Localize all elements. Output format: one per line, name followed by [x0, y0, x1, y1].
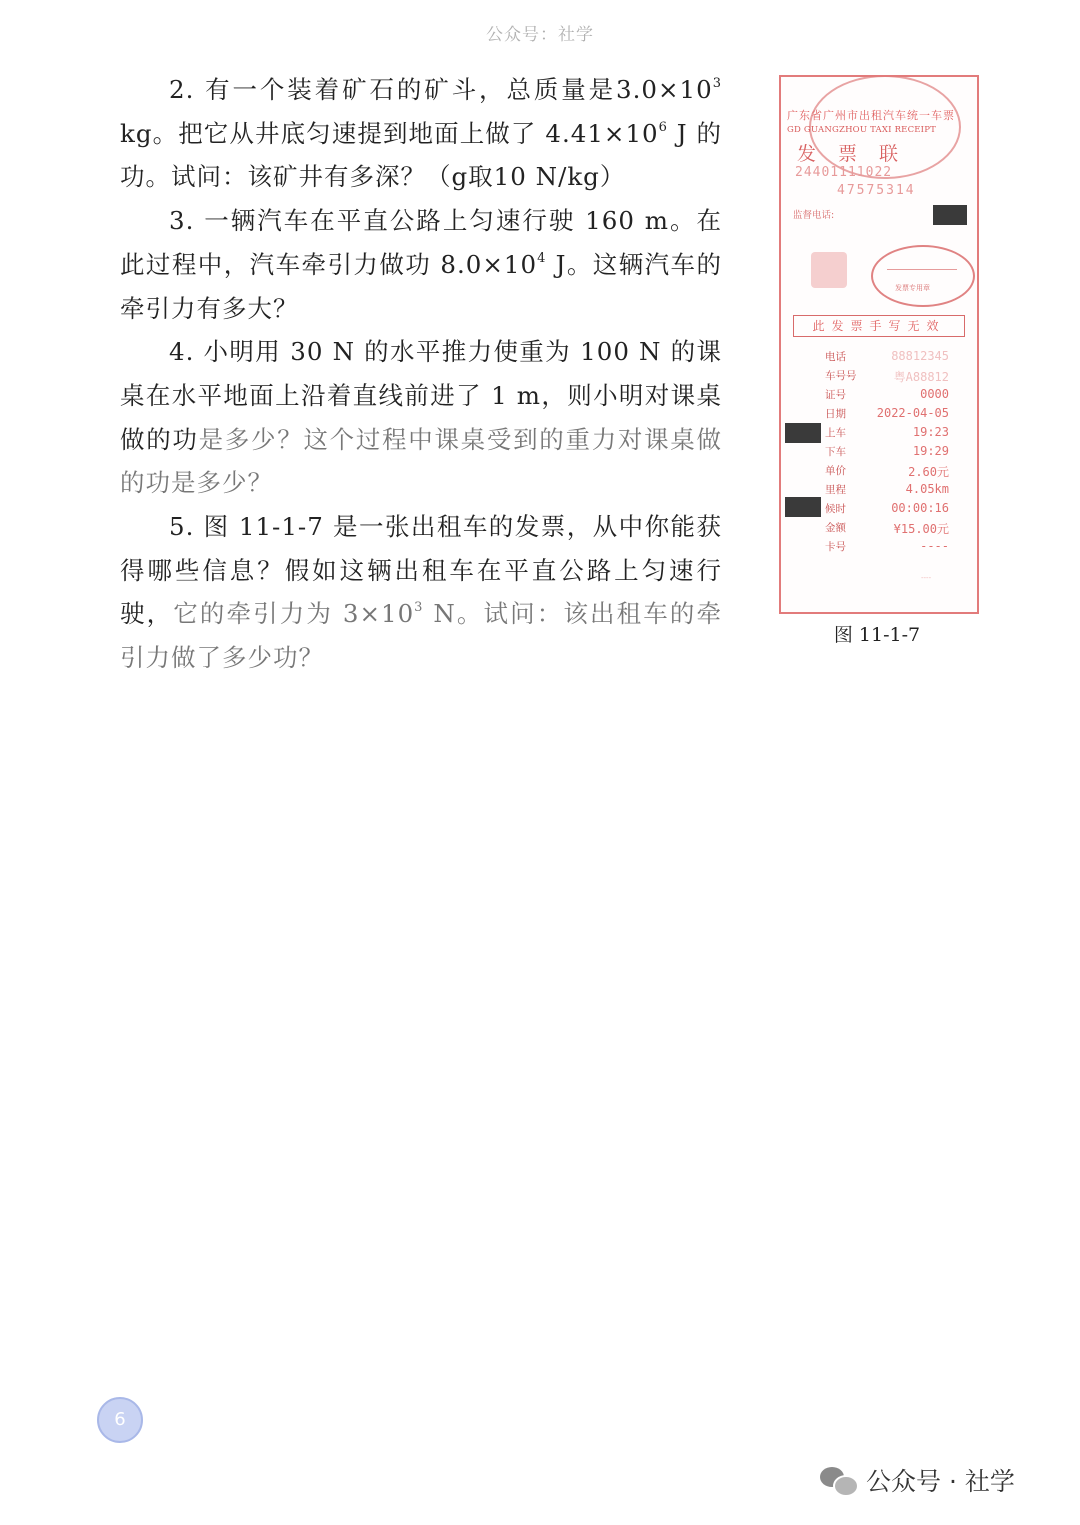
receipt-row-value: 19:29 [912, 444, 949, 458]
receipt-row-label: 里程 [825, 484, 846, 496]
taxi-receipt-figure [779, 75, 979, 614]
receipt-row-value: 19:23 [912, 425, 949, 439]
receipt-row-label: 金额 [825, 522, 846, 534]
receipt-row-value: 00:00:16 [891, 501, 949, 515]
receipt-row-value: ¥15.00元 [893, 522, 949, 536]
wechat-icon [820, 1465, 858, 1495]
question-4: 4. 小明用 30 N 的水平推力使重为 100 N 的课桌在水平地面上沿着直线前进了 1 m，则小明对课桌做的功是多少？这个过程中课桌受到的重力对课桌做的功是多少？ [120, 337, 723, 498]
receipt-row-value: 4.05km [905, 482, 949, 496]
receipt-notice: 此发票手写无效 [793, 315, 965, 337]
receipt-row [825, 385, 949, 404]
receipt-row-label: 卡号 [825, 541, 846, 553]
receipt-row-label: 电话 [825, 351, 846, 363]
redaction-block [933, 205, 967, 225]
receipt-row-value: 88812345 [891, 349, 949, 363]
receipt-row [825, 366, 949, 385]
receipt-row [825, 404, 949, 423]
receipt-row-label: 证号 [825, 389, 846, 401]
receipt-row-value: 粤A88812 [893, 370, 949, 384]
question-5: 5. 图 11-1-7 是一张出租车的发票，从中你能获得哪些信息？假如这辆出租车在平直公路上匀速行驶，它的牵引力为 $3\times 10^3$ N。试问：该出租车的牵引力做了多少功？ [120, 512, 723, 673]
question-2: 2. 有一个装着矿石的矿斗，总质量是$3.0\times 10^3$ kg。把它从井底匀速提到地面上做了 $4.41\times 10^6$ J 的功。试问：该矿井有多深？（g取10 N/kg） [120, 75, 722, 192]
receipt-row [825, 518, 949, 537]
receipt-row [825, 347, 949, 366]
receipt-serial-2: 47575314 [837, 183, 916, 198]
receipt-row-value: 0000 [920, 387, 949, 401]
receipt-row [825, 499, 949, 518]
receipt-row-label: 候时 [825, 503, 846, 515]
question-list [120, 68, 722, 680]
bottom-watermark [820, 1460, 1015, 1500]
invoice-stamp: 发票专用章 [871, 245, 975, 307]
receipt-serial-1: 24401111022 [795, 165, 893, 180]
receipt-rows [825, 347, 949, 556]
square-seal [811, 252, 847, 288]
redaction-block [785, 423, 821, 443]
receipt-hotline-label: 监督电话: [793, 210, 835, 221]
receipt-row-label: 车号号 [825, 370, 857, 382]
receipt-row-label: 上车 [825, 427, 846, 439]
receipt-row [825, 442, 949, 461]
receipt-row [825, 423, 949, 442]
receipt-row-label: 下车 [825, 446, 846, 458]
bottom-watermark-text: 公众号 · 社学 [866, 1467, 1015, 1496]
question-3: 3. 一辆汽车在平直公路上匀速行驶 160 m。在此过程中，汽车牵引力做功 $8.0\times 10^4$ J。这辆汽车的牵引力有多大？ [120, 206, 722, 323]
receipt-row-value: 2.60元 [908, 465, 949, 479]
receipt-row [825, 461, 949, 480]
receipt-header-en: GD GUANGZHOU TAXI RECEIPT [787, 125, 937, 135]
page-number-badge: 6 [97, 1397, 143, 1443]
receipt-title: 发票联 [797, 143, 921, 165]
receipt-row-value: ---- [920, 539, 949, 553]
redaction-block [785, 497, 821, 517]
receipt-header: 广东省广州市出租汽车统一车票 [787, 109, 955, 122]
receipt-row [825, 480, 949, 499]
top-watermark: 公众号：社学 [486, 25, 594, 45]
receipt-row-label: 单价 [825, 465, 846, 477]
receipt-row-value: 2022-04-05 [876, 406, 949, 420]
receipt-row [825, 537, 949, 556]
receipt-row-label: 日期 [825, 408, 846, 420]
figure-caption: 图 11-1-7 [833, 624, 921, 646]
receipt-footer: ---- [921, 574, 932, 582]
